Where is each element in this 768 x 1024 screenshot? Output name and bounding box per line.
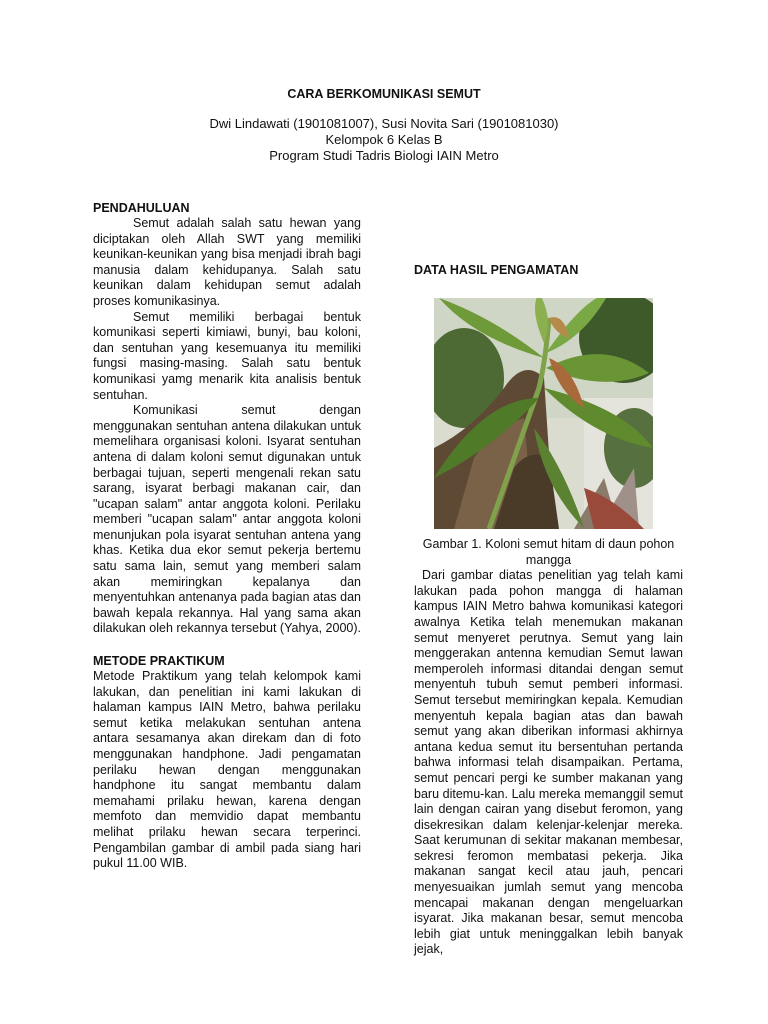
figure-mango-leaves-photo — [434, 298, 653, 529]
author-names: Dwi Lindawati (1901081007), Susi Novita Sari (1901081030) — [209, 116, 559, 131]
mango-leaves-photo-illustration — [434, 298, 653, 529]
data-paragraph-1: Dari gambar diatas penelitian yag telah kami lakukan pada pohon mangga di halaman kampus IAIN Metro bahwa komunikasi kategori awalnya Ketika telah menemukan makanan semut menyeret perutnya. Semut yang lain menggerakan antenna kemudian Semut lawan memperoleh informasi ditandai dengan semut menyentuh tubuh semut pemberi informasi. Semut tersebut memiringkan kepala. Kemudian menyentuh kepala bagian atas dan bawah semut yang akan diberikan informasi akhirnya antana kedua semut itu bersentuhan pertanda bahwa informasi telah disampaikan. Pertama, semut pencari pergi ke sumber makanan yang baru ditemu-kan. Lalu mereka memanggil semut lain dengan cairan yang disebut feromon, yang disekresikan dalam kelenjar-kelenjar mereka. Saat kerumunan di sekitar makanan membesar, sekresi feromon membatasi pekerja. Jika makanan sangat kecil atau jauh, pencari menyesuaikan jumlah semut yang mencoba mencapai makanan dengan mengeluarkan isyarat. Jika makanan besar, semut mencoba lebih giat untuk meninggalkan lebih banyak jejak, — [414, 568, 683, 957]
author-group: Kelompok 6 Kelas B — [325, 132, 443, 147]
pendahuluan-paragraph-1: Semut adalah salah satu hewan yang diciptakan oleh Allah SWT yang memiliki keunikan-keunikan yang bisa menjadi ibrah bagi manusia dalam kehidupanya. Salah satu keunikan dalam kehidupan semut adalah proses komunikasinya. — [93, 216, 361, 308]
author-block — [0, 116, 768, 164]
metode-paragraph-1: Metode Praktikum yang telah kelompok kami lakukan, dan penelitian ini kami lakukan di halaman kampus IAIN Metro, bahwa perilaku semut ketika melakukan sentuhan antena antara sesamanya akan direkam dan di foto menggunakan handphone. Jadi pengamatan perilaku hewan dengan menggunakan handphone itu sangat membantu dalam memahami prilaku hewan, karena dengan memfoto dan memvidio dapat membantu melihat prilaku hewan secara terperinci. Pengambilan gambar di ambil pada siang hari pukul 11.00 WIB. — [93, 669, 361, 871]
author-program: Program Studi Tadris Biologi IAIN Metro — [269, 148, 499, 163]
left-column — [93, 200, 361, 872]
section-heading-data: DATA HASIL PENGAMATAN — [414, 263, 579, 277]
pendahuluan-paragraph-3: Komunikasi semut dengan menggunakan sentuhan antena dilakukan untuk memelihara organisasi koloni. Isyarat sentuhan antena di dalam koloni semut digunakan untuk berbagai tujuan, seperti mengenali rekan satu sarang, isyarat berbagi makanan cair, dan "ucapan salam" antar anggota koloni. Perilaku memberi "ucapan salam" antar anggota koloni menunjukan pola isyarat sentuhan antena yang khas. Ketika dua ekor semut pekerja bertemu satu sama lain, semut yang memberi salam akan memiringkan kepalanya dan menyentuhkan antenanya pada bagian atas dan bawah kepala rekannya. Hal yang sama akan dilakukan oleh rekannya tersebut (Yahya, 2000). — [93, 403, 361, 636]
figure-caption: Gambar 1. Koloni semut hitam di daun pohon mangga — [422, 537, 675, 567]
section-heading-pendahuluan: PENDAHULUAN — [93, 201, 190, 215]
pendahuluan-paragraph-2: Semut memiliki berbagai bentuk komunikasi seperti kimiawi, bunyi, bau koloni, dan sentuhan yang kesemuanya itu memiliki fungsi masing-masing. Salah satu bentuk komunikasi yamg menarik kita analisis bentuk sentuhan. — [93, 309, 361, 402]
right-column — [414, 262, 683, 958]
paper-title: CARA BERKOMUNIKASI SEMUT — [287, 87, 481, 101]
section-heading-metode: METODE PRAKTIKUM — [93, 654, 225, 669]
paper-header — [0, 86, 768, 164]
